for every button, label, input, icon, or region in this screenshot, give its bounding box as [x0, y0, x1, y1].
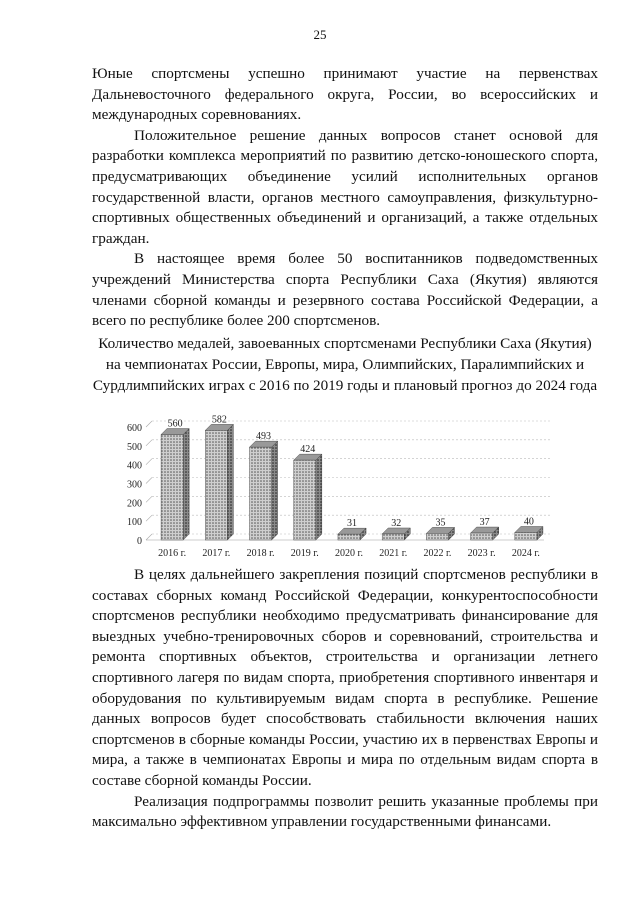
- paragraph: Юные спортсмены успешно принимают участие на первенствах Дальневосточного федерального округа, России, во всероссийских и международных соревнованиях.: [92, 65, 598, 124]
- bar-value-label: 582: [211, 414, 227, 426]
- body-text-top: [92, 64, 598, 332]
- y-tick-label: 100: [127, 517, 142, 529]
- bar-value-label: 40: [523, 516, 534, 528]
- chart-title: [60, 333, 630, 396]
- y-tick-label: 500: [127, 441, 142, 453]
- y-tick-label: 200: [127, 498, 142, 510]
- bar: [205, 430, 227, 540]
- gridline-diagonal: [146, 478, 152, 484]
- y-tick-label: 0: [137, 536, 142, 547]
- bar-value-label: 560: [167, 418, 183, 430]
- chart-svg: [110, 405, 560, 565]
- gridline-diagonal: [146, 534, 152, 540]
- gridline-diagonal: [146, 459, 152, 465]
- bar: [250, 447, 272, 540]
- bar-value-label: 32: [391, 517, 402, 529]
- y-tick-label: 600: [127, 423, 142, 434]
- y-tick-label: 300: [127, 479, 142, 491]
- paragraph: В целях дальнейшего закрепления позиций спортсменов республики в составах сборных команд Российской Федерации, конкурентоспособности спортсменов республики необходимо предусматривать финансирование для выездных учебно-тренировочных сборов и соревнований, строительства и ремонта спортивных объектов, строительства и организации летнего спортивного лагеря по видам спорта, приобретения спортивного инвентаря и оборудования по культивируемым видам спорта в республике. Решение данных вопросов будет способствовать стабильности включения наших спортсменов в сборные команды России, участию их в первенствах Европы и мира, а также в чемпионатах Европы и мира по отдельным видам спорта в составе сборной команды России.: [92, 566, 598, 789]
- gridline-diagonal: [146, 440, 152, 446]
- gridline-diagonal: [146, 421, 152, 427]
- bar-value-label: 37: [479, 517, 490, 529]
- bar-side: [227, 424, 233, 540]
- gridline-diagonal: [146, 515, 152, 521]
- bar-side: [183, 429, 189, 540]
- bar-value-label: 35: [435, 517, 446, 529]
- bar-value-label: 31: [347, 518, 357, 530]
- bar: [294, 460, 316, 540]
- x-tick-label: 2016 г.: [158, 548, 187, 559]
- paragraph: Реализация подпрограммы позволит решить указанные проблемы при максимально эффективном управлении государственными финансами.: [92, 792, 598, 831]
- x-tick-label: 2023 г.: [467, 548, 496, 559]
- x-tick-label: 2022 г.: [423, 548, 452, 559]
- bar-value-label: 424: [300, 444, 316, 456]
- x-tick-label: 2020 г.: [335, 548, 363, 559]
- bar-side: [272, 441, 278, 540]
- paragraph: Положительное решение данных вопросов станет основой для разработки комплекса мероприятий по развитию детско-юношеского спорта, предусматривающих объединение усилий исполнительных органов государственной власти, органов местного самоуправления, физкультурно-спортивных общественных объединений и организаций, а также отдельных граждан.: [92, 126, 598, 247]
- body-text-bottom: [92, 565, 598, 833]
- x-tick-label: 2018 г.: [246, 548, 275, 559]
- chart-title-line: на чемпионатах России, Европы, мира, Олимпийских, Паралимпийских и: [105, 356, 585, 373]
- bar-value-label: 493: [256, 431, 272, 443]
- bar: [161, 435, 183, 540]
- chart-title-line: Количество медалей, завоеванных спортсменами Республики Саха (Якутия): [98, 335, 592, 352]
- chart-title-line: Сурдлимпийских играх с 2016 по 2019 годы и плановый прогноз до 2024 года: [92, 377, 598, 394]
- x-tick-label: 2019 г.: [290, 548, 319, 559]
- paragraph: В настоящее время более 50 воспитанников подведомственных учреждений Министерства спорта Республики Саха (Якутия) являются членами сборной команды и резервного состава Российской Федерации, а всего по республике более 200 спортсменов.: [92, 250, 598, 330]
- gridline-diagonal: [146, 496, 152, 502]
- y-tick-label: 400: [127, 460, 142, 472]
- bar: [338, 534, 360, 540]
- bar: [515, 532, 537, 540]
- x-tick-label: 2021 г.: [379, 548, 408, 559]
- x-tick-label: 2024 г.: [511, 548, 540, 559]
- page-number: 25: [313, 27, 327, 42]
- bar: [426, 533, 448, 540]
- bar: [382, 534, 404, 540]
- bar-side: [316, 454, 322, 540]
- bar: [471, 533, 493, 540]
- medal-bar-chart: [110, 405, 560, 565]
- x-tick-label: 2017 г.: [202, 548, 231, 559]
